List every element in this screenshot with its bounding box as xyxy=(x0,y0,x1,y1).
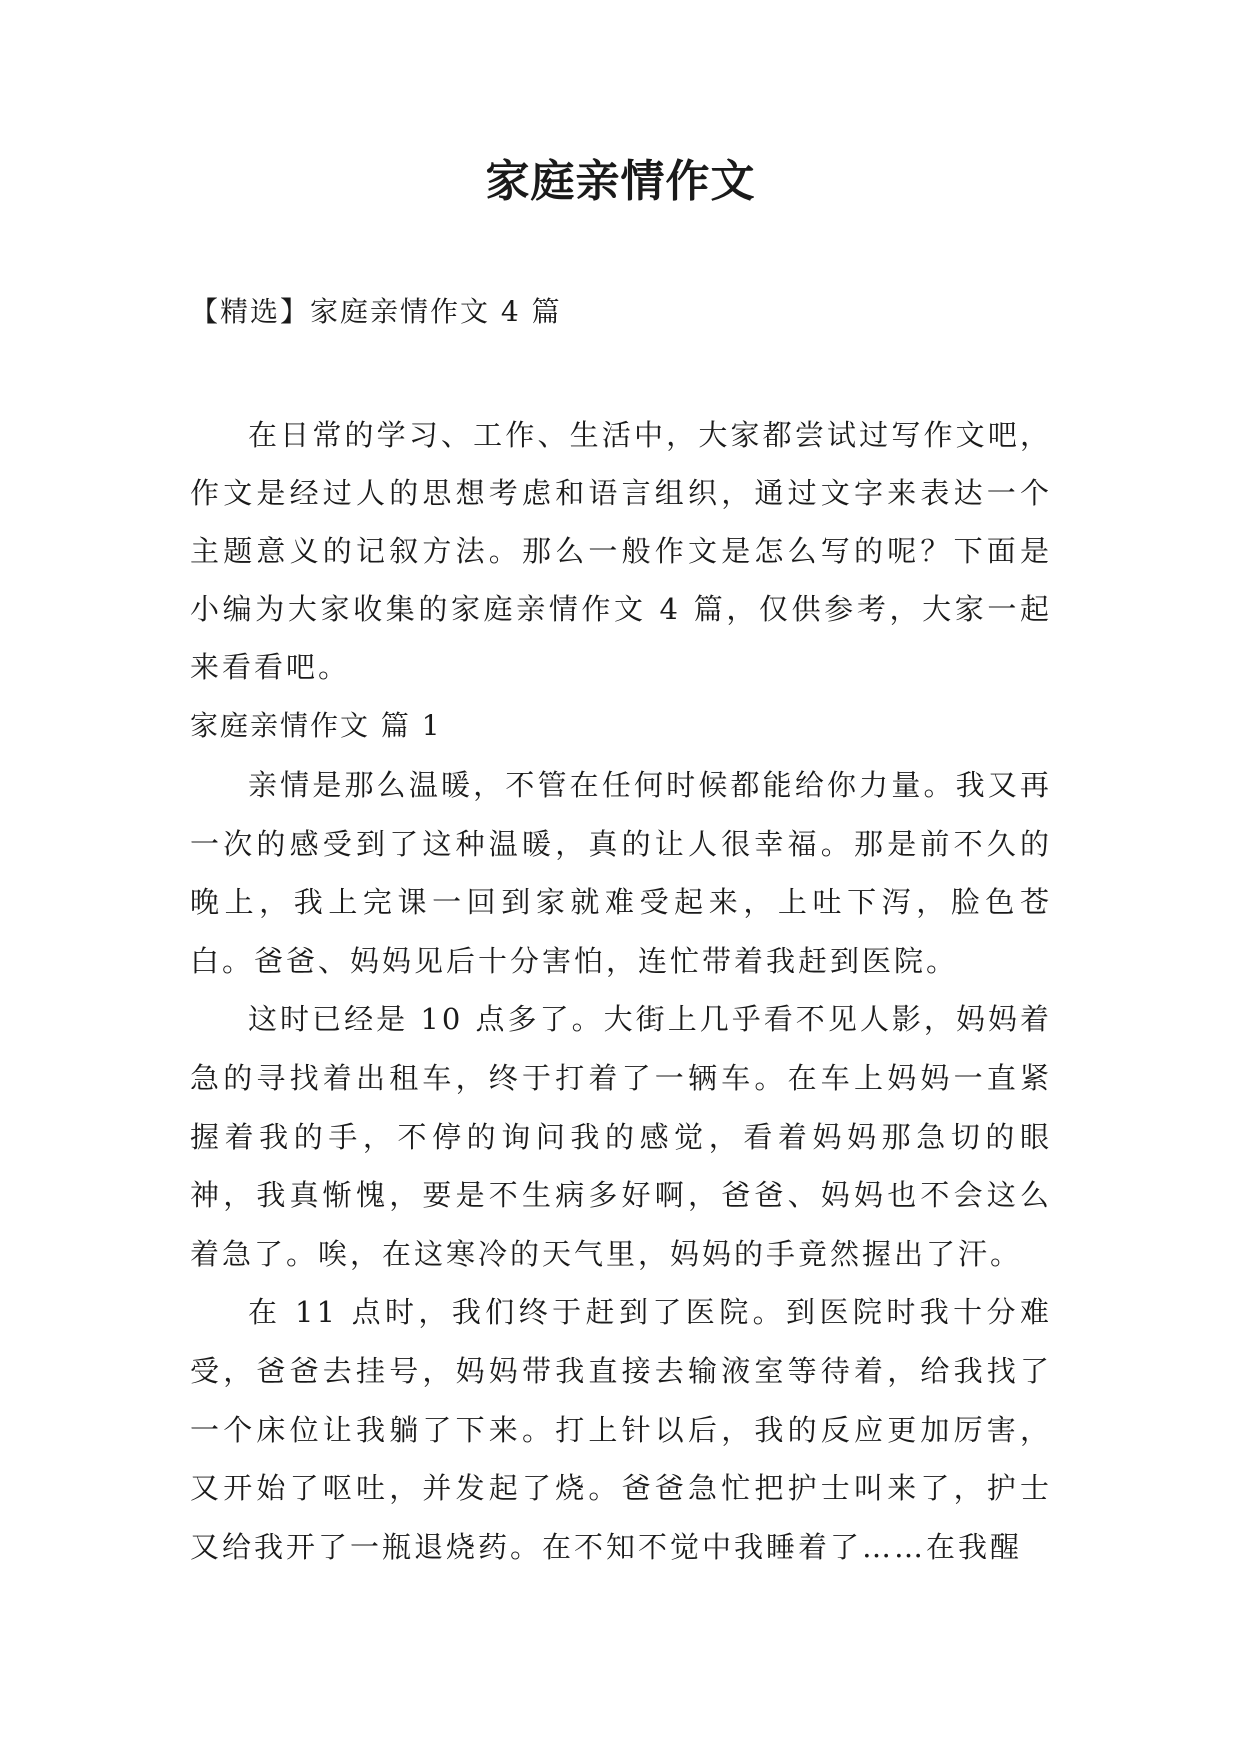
essay-paragraph: 这时已经是 10 点多了。大街上几乎看不见人影，妈妈着急的寻找着出租车，终于打着了一辆车。在车上妈妈一直紧握着我的手，不停的询问我的感觉，看着妈妈那急切的眼神，我真惭愧，要是不生病多好啊，爸爸、妈妈也不会这么着急了。唉，在这寒冷的天气里，妈妈的手竟然握出了汗。 xyxy=(190,1002,1052,1271)
intro-paragraph: 在日常的学习、工作、生活中，大家都尝试过写作文吧，作文是经过人的思想考虑和语言组织，通过文字来表达一个主题意义的记叙方法。那么一般作文是怎么写的呢？下面是小编为大家收集的家庭亲情作文 4 篇，仅供参考，大家一起来看看吧。 xyxy=(190,418,1052,684)
section-heading: 家庭亲情作文 篇 1 xyxy=(190,709,442,742)
essay-body xyxy=(190,756,1052,1576)
document-subtitle: 【精选】家庭亲情作文 4 篇 xyxy=(190,295,562,328)
essay-paragraph: 亲情是那么温暖，不管在任何时候都能给你力量。我又再一次的感受到了这种温暖，真的让人很幸福。那是前不久的晚上，我上完课一回到家就难受起来，上吐下泻，脸色苍白。爸爸、妈妈见后十分害怕，连忙带着我赶到医院。 xyxy=(190,768,1052,978)
document-title: 家庭亲情作文 xyxy=(485,156,756,207)
intro-section xyxy=(190,406,1052,696)
essay-paragraph: 在 11 点时，我们终于赶到了医院。到医院时我十分难受，爸爸去挂号，妈妈带我直接去输液室等待着，给我找了一个床位让我躺了下来。打上针以后，我的反应更加厉害，又开始了呕吐，并发起了烧。爸爸急忙把护士叫来了，护士又给我开了一瓶退烧药。在不知不觉中我睡着了……在我醒 xyxy=(190,1295,1052,1564)
